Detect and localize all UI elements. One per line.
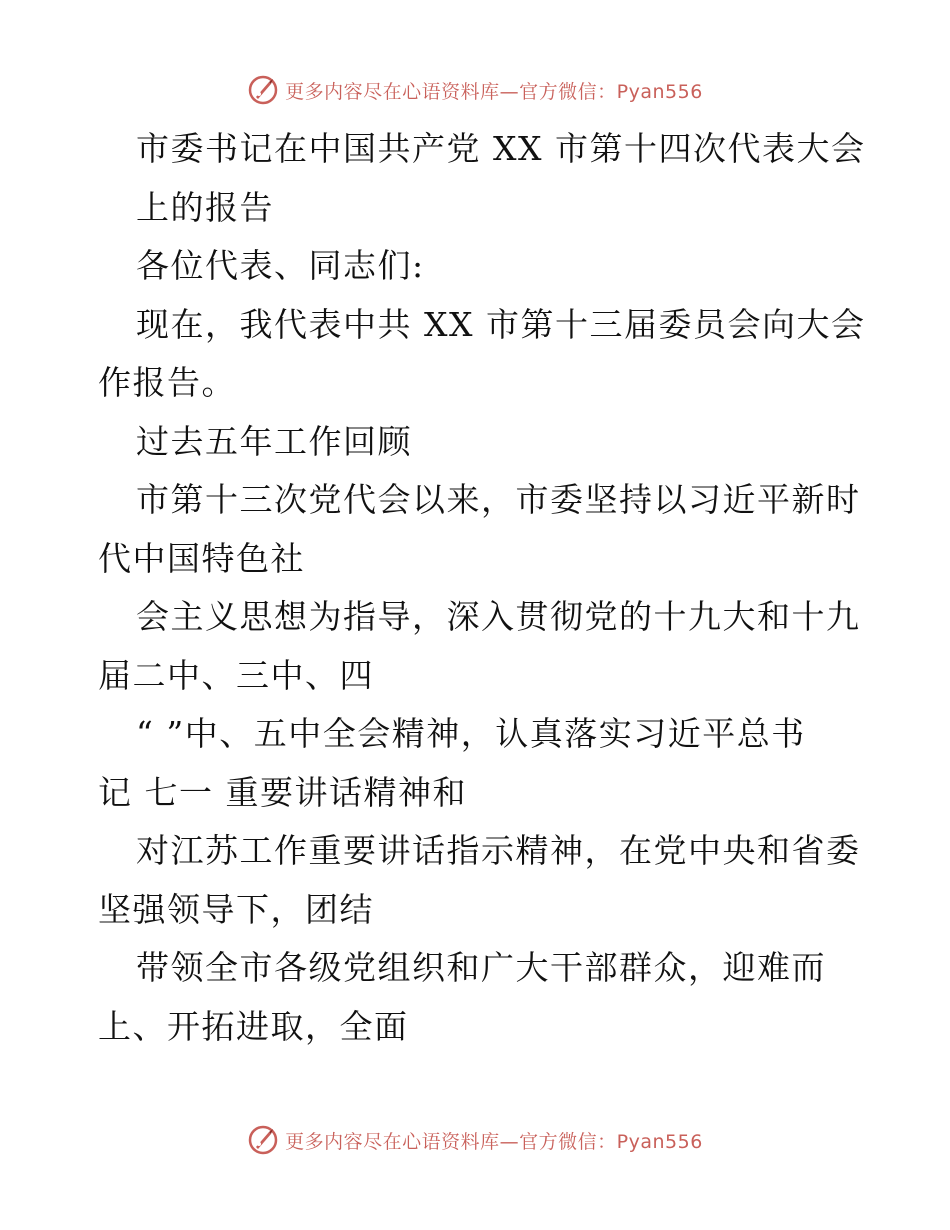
document-body: [98, 120, 866, 1056]
document-line: 市第十三次党代会以来，市委坚持以习近平新时: [136, 480, 861, 519]
document-line: 届二中、三中、四: [98, 655, 374, 695]
document-line: “ ”中、五中全会精神，认真落实习近平总书: [136, 714, 806, 753]
document-line: 带领全市各级党组织和广大干部群众，迎难而: [136, 948, 826, 987]
document-line: 现在，我代表中共 XX 市第十三届委员会向大会: [136, 304, 866, 344]
document-line: 作报告。: [98, 363, 236, 402]
document-line: 代中国特色社: [98, 538, 305, 578]
document-line: 上的报告: [136, 187, 274, 227]
document-line: 过去五年工作回顾: [136, 421, 412, 461]
quill-logo-icon: [247, 1124, 279, 1156]
quill-logo-icon: [247, 74, 279, 106]
watermark-header: [0, 70, 950, 110]
watermark-text: 更多内容尽在心语资料库—官方微信：Pyan556: [285, 80, 703, 103]
document-line: 坚强领导下，团结: [98, 889, 374, 929]
document-line: 各位代表、同志们:: [136, 246, 425, 285]
document-line: 会主义思想为指导，深入贯彻党的十九大和十九: [136, 597, 861, 636]
document-line: 市委书记在中国共产党 XX 市第十四次代表大会: [136, 129, 866, 168]
watermark-text: 更多内容尽在心语资料库—官方微信：Pyan556: [285, 1130, 703, 1153]
document-line: 记 七一 重要讲话精神和: [98, 772, 467, 812]
document-line: 上、开拓进取，全面: [98, 1006, 409, 1046]
watermark-footer: [0, 1120, 950, 1160]
document-line: 对江苏工作重要讲话指示精神，在党中央和省委: [136, 831, 861, 870]
